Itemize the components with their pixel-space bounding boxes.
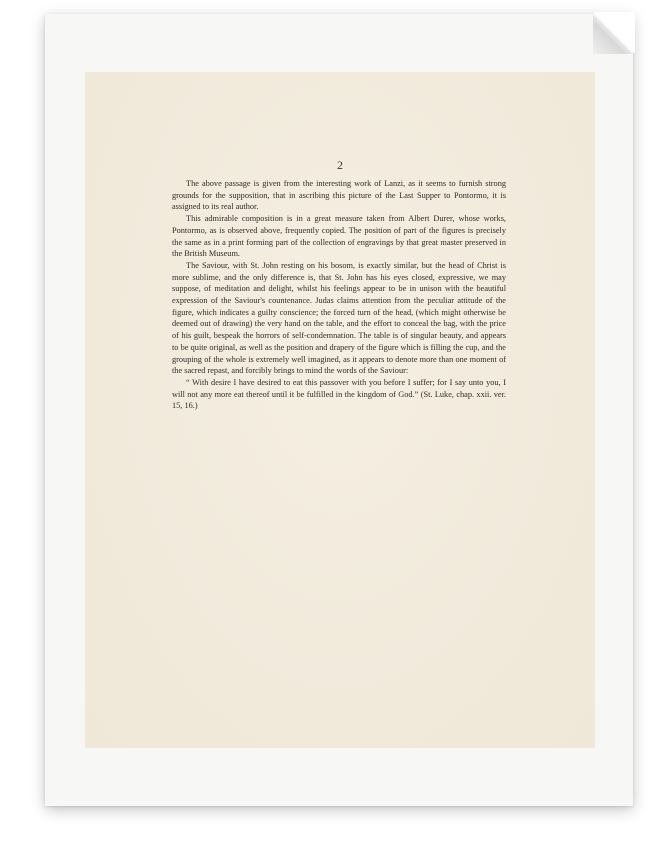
body-text <box>172 178 506 412</box>
page-number: 2 <box>337 158 343 172</box>
paragraph-quotation: “ With desire I have desired to eat this passover with you before I suffer; for I say unto you, I will not any more eat thereof until it be fulfilled in the kingdom of God.” (St. Luke, chap. xxii. ver. 15, 16.) <box>172 377 506 411</box>
paragraph-3: The Saviour, with St. John resting on his bosom, is exactly similar, but the head of Christ is more sublime, and the only difference is, that St. John has his eyes closed, expressive, we may suppose, of meditation and delight, whilst his feelings appear to be in unison with the beautiful expression of the Saviour's countenance. Judas claims attention from the peculiar attitude of the figure, which indicates a guilty conscience; the forced turn of the head, (which might otherwise be deemed out of drawing) the very hand on the table, and the effort to conceal the bag, with the price of his guilt, bespeak the horrors of self-condemnation. The table is of singular beauty, and appears to be quite original, as well as the position and drapery of the figure which is filling the cup, and the grouping of the whole is extremely well imagined, as it appears to denote more than one moment of the sacred repast, and forcibly brings to mind the words of the Saviour: <box>172 260 506 376</box>
document-page <box>85 72 595 748</box>
paragraph-1: The above passage is given from the interesting work of Lanzi, as it seems to furnish strong grounds for the supposition, that in ascribing this picture of the Last Supper to Pontormo, it is assigned to its real author. <box>172 179 506 212</box>
paragraph-2: This admirable composition is in a great measure taken from Albert Durer, whose works, Pontormo, as is observed above, frequently copied. The position of part of the figures is precisely the same as in a print forming part of the collection of engravings by that great master preserved in the British Museum. <box>172 214 506 259</box>
